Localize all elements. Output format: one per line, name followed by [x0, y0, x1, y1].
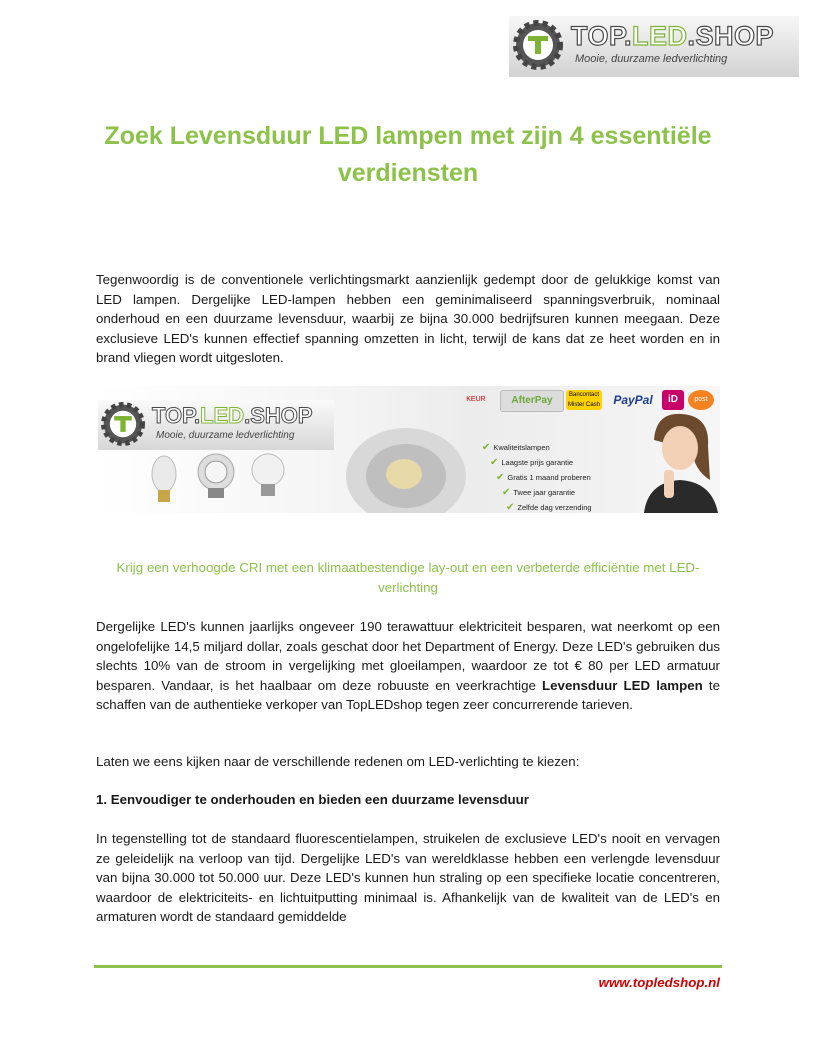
intro-paragraph: Tegenwoordig is de conventionele verlichtingsmarkt aanzienlijk gedempt door de gelukkige komst van LED lampen. Dergelijke LED-lampen hebben een geminimaliseerd spanningsverbruik, nominaal onderhoud en een duurzame levensduur, waarbij ze bijna 30.000 bedrijfsuren kunnen meegaan. Deze exclusieve LED's kunnen effectief spanning omzetten in licht, terwijl de kans dat ze heet worden en in brand vliegen wordt uitgesloten.: [96, 272, 720, 365]
check-icon: ✔: [502, 487, 511, 498]
footer-divider: [94, 965, 722, 968]
banner-tagline: Mooie, duurzame ledverlichting: [156, 430, 295, 441]
product-keyword: Levensduur LED lampen: [542, 677, 703, 693]
check-icon: ✔: [482, 442, 491, 453]
spotlight-illustration: [346, 414, 476, 513]
led-bulbs-illustration: [136, 450, 306, 510]
check-icon: ✔: [490, 457, 499, 468]
afterpay-badge: AfterPay: [500, 390, 564, 412]
gear-logo-icon: [101, 402, 145, 446]
savings-paragraph: Dergelijke LED's kunnen jaarlijks ongeveer 190 terawattuur elektriciteit besparen, wat neerkomt op een ongelofelijke 14,5 miljard dollar, zoals geschat door het Department of Energy. Deze LED's gebruiken dus slechts 10% van de stroom in vergelijking met gloeilampen, waardoor ze tot € 80 per LED armatuur besparen. Vandaar, is het haalbaar om deze robuuste en veerkrachtige Levensduur LED lampen te schaffen van de authentieke verkoper van TopLEDshop tegen zeer concurrerende tarieven.: [96, 619, 720, 712]
post-badge: post: [688, 390, 714, 410]
ideal-badge: iD: [662, 390, 684, 410]
logo-wordmark: TOP.LED.SHOP: [571, 21, 775, 51]
reasons-intro: Laten we eens kijken naar de verschillende redenen om LED-verlichting te kiezen:: [96, 754, 580, 769]
gear-logo-icon: [513, 20, 563, 70]
paypal-badge: PayPal: [613, 393, 653, 407]
logo-tagline: Mooie, duurzame ledverlichting: [575, 53, 728, 65]
mistercash-badge: Bancontact Mister Cash: [567, 392, 600, 408]
banner-logo: [98, 400, 334, 450]
payment-methods: [456, 388, 720, 412]
promo-banner[interactable]: [96, 386, 720, 513]
feature-item: ✔ Twee jaar garantie: [502, 487, 576, 498]
feature-item: ✔ Gratis 1 maand proberen: [496, 472, 591, 483]
reason-paragraph-1: In tegenstelling tot de standaard fluorescentielampen, struikelen de exclusieve LED's nooit en vervagen ze geleidelijk na verloop van tijd. Dergelijke LED's van wereldklasse hebben een verlengde levensduur van bijna 30.000 tot 50.000 uur. Deze LED's kunnen hun straling op een specifieke locatie concentreren, waardoor de elektriciteits- en lichtuitputting minimaal is. Afhankelijk van de kwaliteit van de LED's en armaturen wordt de standaard gemiddelde: [96, 831, 720, 924]
feature-item: ✔ Laagste prijs garantie: [490, 457, 574, 468]
header-logo[interactable]: [509, 16, 799, 77]
banner-wordmark: TOP.LED.SHOP: [152, 403, 313, 428]
check-icon: ✔: [506, 502, 515, 513]
feature-item: ✔ Kwaliteitslampen: [482, 442, 550, 453]
check-icon: ✔: [496, 472, 505, 483]
reason-heading-1: 1. Eenvoudiger te onderhouden en bieden een duurzame levensduur: [96, 792, 529, 807]
footer-website-link[interactable]: www.topledshop.nl: [598, 975, 720, 990]
section-subtitle: Krijg een verhoogde CRI met een klimaatbestendige lay-out en een verbeterde efficiëntie met LED-verlichting: [116, 560, 700, 595]
woman-thinking-illustration: [634, 410, 720, 513]
feature-item: ✔ Zelfde dag verzending: [506, 502, 592, 513]
keur-badge: KEUR: [466, 396, 486, 403]
page-title: Zoek Levensduur LED lampen met zijn 4 essentiële verdiensten: [104, 122, 712, 187]
